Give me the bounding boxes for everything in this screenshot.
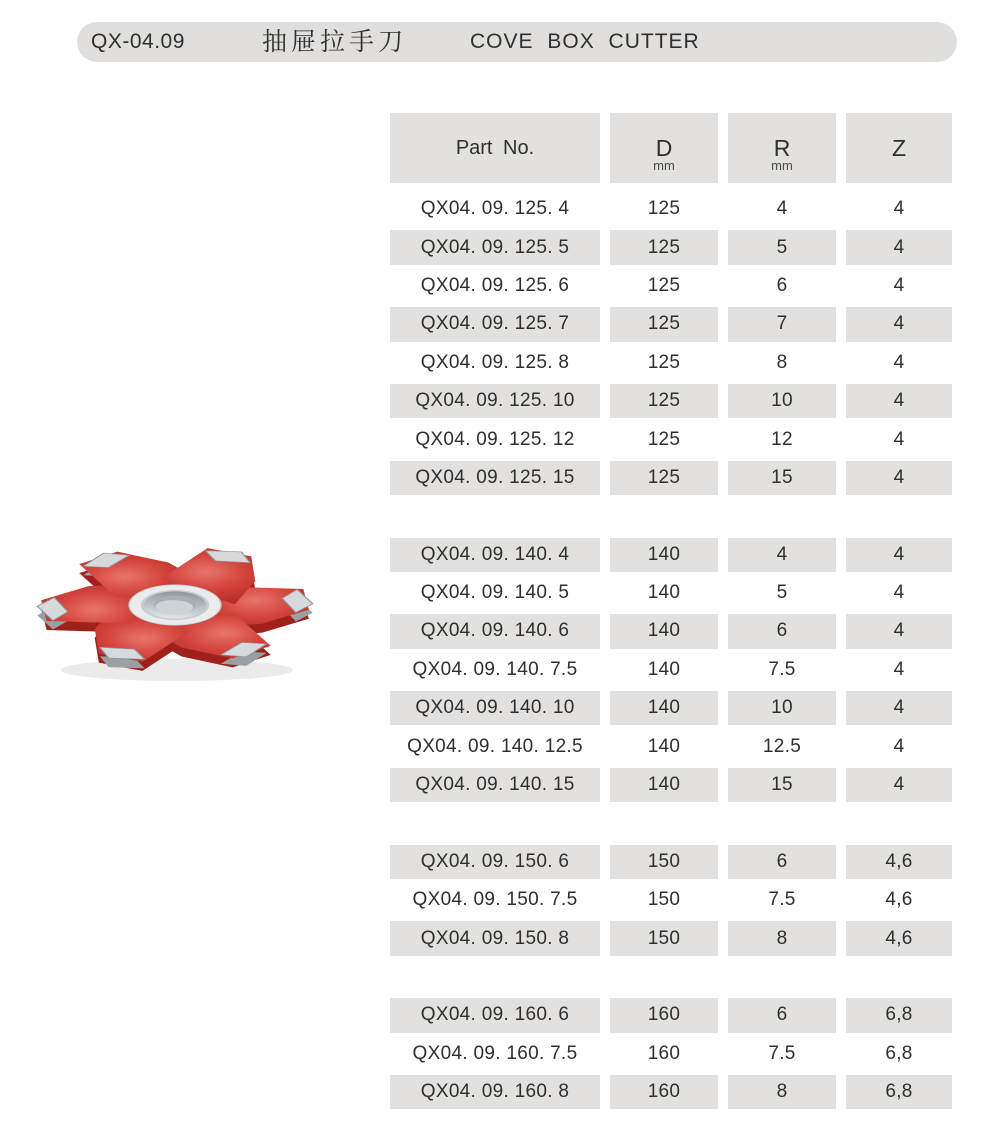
- table-row: [390, 727, 952, 765]
- cell-part-no: QX04. 09. 140. 6: [390, 614, 600, 648]
- cell-part-no: QX04. 09. 140. 10: [390, 691, 600, 725]
- cell-d: 125: [610, 384, 718, 418]
- table-row: [390, 612, 952, 650]
- cell-r: 15: [728, 768, 836, 802]
- cell-d: 140: [647, 582, 681, 604]
- cell-r: 7.5: [768, 889, 796, 911]
- table-row: [390, 420, 952, 458]
- cell-d: 125: [647, 198, 681, 220]
- cell-z: 6,8: [846, 998, 952, 1032]
- cell-part-no: QX04. 09. 140. 12.5: [407, 735, 583, 757]
- column-header-d: D mm: [610, 113, 718, 183]
- cell-r: 4: [728, 538, 836, 572]
- cell-part-no: QX04. 09. 140. 4: [390, 538, 600, 572]
- cell-r: 8: [728, 921, 836, 955]
- cell-r: 7.5: [768, 658, 796, 680]
- cell-r: 12.5: [762, 735, 802, 757]
- product-code: QX-04.09: [91, 30, 185, 53]
- cell-z: 4,6: [846, 921, 952, 955]
- column-header-r: R mm: [728, 113, 836, 183]
- cell-z: 4: [846, 768, 952, 802]
- table-row: [390, 190, 952, 228]
- cell-d: 150: [647, 889, 681, 911]
- cell-r: 12: [771, 428, 793, 450]
- cell-d: 160: [610, 998, 718, 1032]
- cell-part-no: QX04. 09. 150. 8: [390, 921, 600, 955]
- cell-d: 140: [610, 691, 718, 725]
- cell-z: 4: [893, 735, 905, 757]
- cell-d: 160: [647, 1042, 681, 1064]
- cell-d: 150: [610, 921, 718, 955]
- cell-z: 6,8: [885, 1042, 913, 1064]
- product-title-english: COVE BOX CUTTER: [470, 30, 700, 53]
- table-row: [390, 881, 952, 919]
- cell-r: 8: [776, 351, 788, 373]
- cell-r: 5: [728, 230, 836, 264]
- column-header-part-no: Part No.: [390, 113, 600, 183]
- table-row: [390, 459, 952, 497]
- cell-part-no: QX04. 09. 125. 8: [420, 351, 570, 373]
- cell-part-no: QX04. 09. 125. 6: [420, 274, 570, 296]
- cell-r: 6: [728, 845, 836, 879]
- cell-z: 4: [846, 614, 952, 648]
- cell-d: 125: [647, 428, 681, 450]
- cell-part-no: QX04. 09. 140. 5: [420, 582, 570, 604]
- product-image-cove-box-cutter: [25, 500, 325, 705]
- cell-part-no: QX04. 09. 150. 6: [390, 845, 600, 879]
- cell-z: 4,6: [885, 889, 913, 911]
- cell-d: 125: [647, 274, 681, 296]
- cell-z: 6,8: [846, 1075, 952, 1109]
- cell-r: 8: [728, 1075, 836, 1109]
- cell-r: 5: [776, 582, 788, 604]
- cell-d: 140: [610, 538, 718, 572]
- cell-z: 4: [893, 198, 905, 220]
- cell-z: 4: [846, 538, 952, 572]
- cell-z: 4: [893, 274, 905, 296]
- cell-z: 4,6: [846, 845, 952, 879]
- cell-r: 10: [728, 691, 836, 725]
- cell-part-no: QX04. 09. 125. 12: [415, 428, 575, 450]
- table-row: [390, 267, 952, 305]
- cell-part-no: QX04. 09. 125. 10: [390, 384, 600, 418]
- cell-d: 125: [610, 307, 718, 341]
- cell-z: 4: [846, 384, 952, 418]
- cell-r: 6: [776, 274, 788, 296]
- cell-z: 4: [893, 582, 905, 604]
- cell-d: 125: [610, 461, 718, 495]
- cell-r: 4: [776, 198, 788, 220]
- cell-z: 4: [893, 351, 905, 373]
- cell-part-no: QX04. 09. 140. 15: [390, 768, 600, 802]
- cell-r: 15: [728, 461, 836, 495]
- cell-part-no: QX04. 09. 160. 7.5: [412, 1042, 578, 1064]
- cell-z: 4: [893, 428, 905, 450]
- cell-d: 125: [610, 230, 718, 264]
- cell-z: 4: [846, 461, 952, 495]
- product-shadow: [61, 659, 293, 681]
- page-header-bar: [77, 22, 957, 62]
- cell-d: 140: [610, 614, 718, 648]
- cell-part-no: QX04. 09. 125. 4: [420, 198, 570, 220]
- table-row: [390, 344, 952, 382]
- spec-table-header: [390, 113, 952, 183]
- cell-r: 6: [728, 998, 836, 1032]
- cell-part-no: QX04. 09. 150. 7.5: [412, 889, 578, 911]
- column-header-z: Z: [846, 113, 952, 183]
- table-row: [390, 536, 952, 574]
- cell-part-no: QX04. 09. 140. 7.5: [412, 658, 578, 680]
- product-title-chinese: 抽屉拉手刀: [262, 28, 408, 56]
- table-row: [390, 1073, 952, 1111]
- spec-table: [390, 113, 952, 1111]
- cell-part-no: QX04. 09. 160. 6: [390, 998, 600, 1032]
- cell-d: 125: [647, 351, 681, 373]
- table-row: [390, 1035, 952, 1073]
- cell-part-no: QX04. 09. 125. 15: [390, 461, 600, 495]
- table-row: [390, 228, 952, 266]
- cell-d: 160: [610, 1075, 718, 1109]
- table-row: [390, 305, 952, 343]
- table-row: [390, 382, 952, 420]
- table-row: [390, 996, 952, 1034]
- group-gap: [390, 804, 952, 842]
- table-row: [390, 766, 952, 804]
- table-row: [390, 651, 952, 689]
- cell-part-no: QX04. 09. 125. 5: [390, 230, 600, 264]
- cell-r: 10: [728, 384, 836, 418]
- cell-r: 7: [728, 307, 836, 341]
- group-gap: [390, 497, 952, 535]
- cell-d: 140: [610, 768, 718, 802]
- table-row: [390, 574, 952, 612]
- table-row: [390, 919, 952, 957]
- cell-d: 140: [647, 658, 681, 680]
- table-row: [390, 689, 952, 727]
- cell-z: 4: [893, 658, 905, 680]
- cell-d: 150: [610, 845, 718, 879]
- cell-part-no: QX04. 09. 160. 8: [390, 1075, 600, 1109]
- cell-d: 140: [647, 735, 681, 757]
- cell-r: 7.5: [768, 1042, 796, 1064]
- spec-table-body: [390, 190, 952, 1111]
- cell-part-no: QX04. 09. 125. 7: [390, 307, 600, 341]
- cell-r: 6: [728, 614, 836, 648]
- group-gap: [390, 958, 952, 996]
- table-row: [390, 843, 952, 881]
- cell-z: 4: [846, 307, 952, 341]
- cell-z: 4: [846, 691, 952, 725]
- cell-z: 4: [846, 230, 952, 264]
